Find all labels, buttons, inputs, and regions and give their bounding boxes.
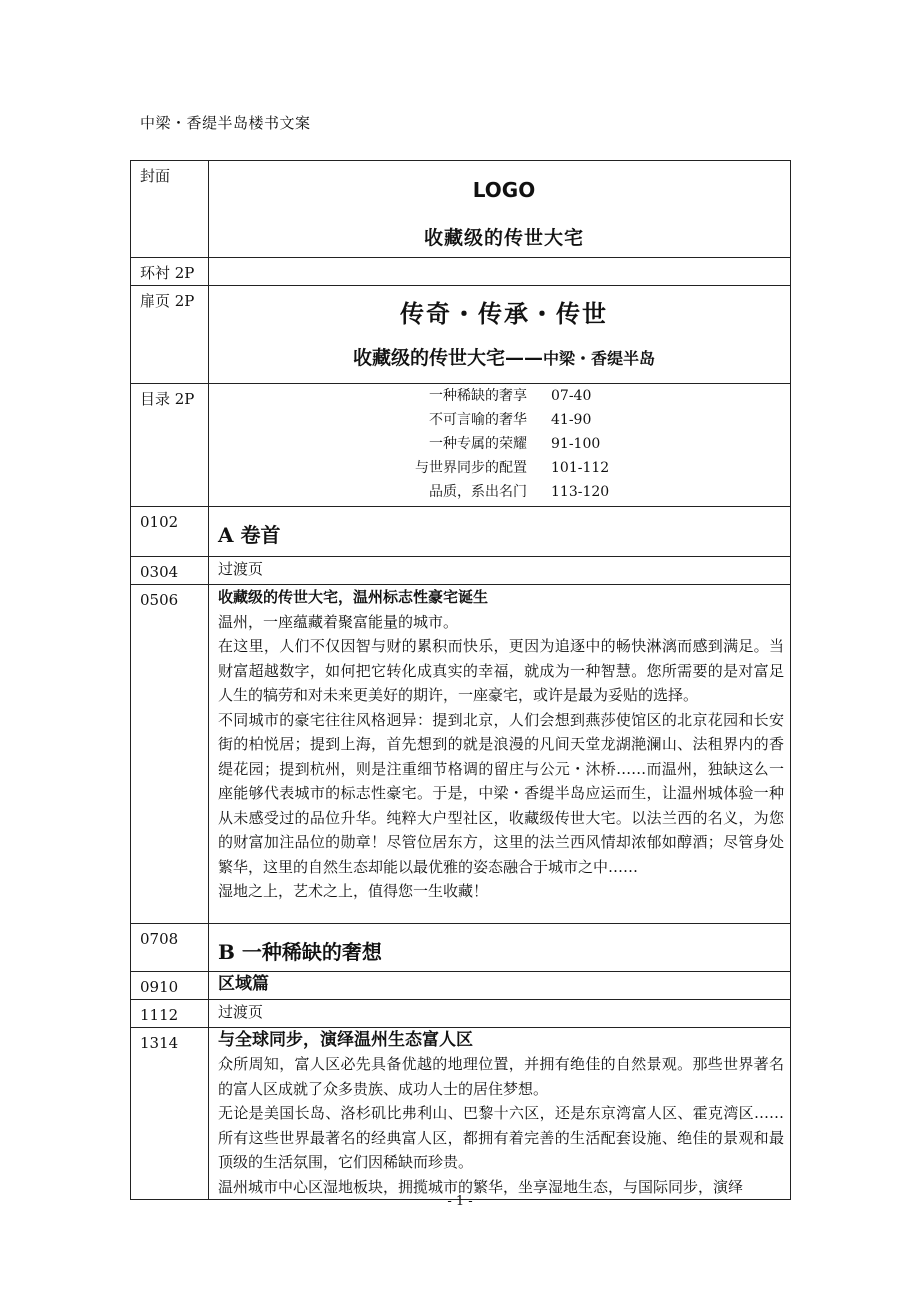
part-title: 区域篇 [218,974,269,994]
row-label: 0708 [131,924,209,972]
table-row [131,924,791,972]
paragraph: 不同城市的豪宅往往风格迥异：提到北京，人们会想到燕莎使馆区的北京花园和长安街的柏悦居；提到上海，首先想到的就是浪漫的凡间天堂龙湖滟澜山、法租界内的香缇花园；提到杭州，则是注重细节格调的留庄与公元・沐桥……而温州，独缺这么一座能够代表城市的标志性豪宅。于是，中梁・香缇半岛应运而生，让温州城体验一种从未感受过的品位升华。纯粹大户型社区，收藏级传世大宅。以法兰西的名义，为您的财富加注品位的勋章！尽管位居东方，这里的法兰西风情却浓郁如醇酒；尽管身处繁华，这里的自然生态却能以最优雅的姿态融合于城市之中…… [218,710,784,876]
section-title: B 一种稀缺的奢想 [218,940,382,964]
toc-item [218,384,790,408]
toc-item-title: 品质，系出名门 [429,484,527,500]
table-row [131,1028,791,1200]
cover-cell [209,161,791,258]
table-row [131,161,791,258]
copy-table [130,160,791,1200]
toc-item-pages: 07-40 [551,388,592,404]
content-cell [209,585,791,924]
flyleaf-subtitle-b: 中梁・香缇半岛 [543,349,656,368]
toc-item-title: 一种专属的荣耀 [429,436,527,452]
transition-page-text: 过渡页 [218,560,264,578]
row-label: 目录 2P [131,384,209,507]
content-cell [209,1000,791,1028]
toc-item [218,480,790,504]
table-row [131,1000,791,1028]
table-row [131,507,791,557]
row-label: 0102 [131,507,209,557]
content-cell [209,972,791,1000]
table-row [131,286,791,384]
toc-item-pages: 113-120 [551,484,610,500]
table-row [131,972,791,1000]
row-label: 1314 [131,1028,209,1200]
paragraph: 湿地之上，艺术之上，值得您一生收藏！ [218,882,489,900]
flyleaf-subtitle-a: 收藏级的传世大宅—— [352,347,543,369]
cover-subtitle: 收藏级的传世大宅 [423,227,584,249]
content-cell [209,507,791,557]
table-of-contents [218,384,790,506]
paragraph-heading: 收藏级的传世大宅，温州标志性豪宅诞生 [218,588,489,606]
document-title: 中梁・香缇半岛楼书文案 [140,114,311,132]
row-label: 环衬 2P [131,258,209,286]
paragraph: 无论是美国长岛、洛杉矶比弗利山、巴黎十六区，还是东京湾富人区、霍克湾区……所有这些世界最著名的经典富人区，都拥有着完善的生活配套设施、绝佳的景观和最顶级的生活氛围，它们因稀缺而珍贵。 [218,1104,784,1171]
toc-item-title: 与世界同步的配置 [415,460,527,476]
toc-item-pages: 41-90 [551,412,592,428]
toc-item-title: 不可言喻的奢华 [429,412,527,428]
toc-item-pages: 101-112 [551,460,610,476]
content-cell [209,1028,791,1200]
table-row [131,384,791,507]
content-cell [209,924,791,972]
toc-item-pages: 91-100 [551,436,601,452]
toc-item-title: 一种稀缺的奢享 [429,388,527,404]
row-label: 0506 [131,585,209,924]
toc-item [218,432,790,456]
paragraph-heading: 与全球同步，演绎温州生态富人区 [218,1030,473,1050]
paragraph: 众所周知，富人区必先具备优越的地理位置，并拥有绝佳的自然景观。那些世界著名的富人区成就了众多贵族、成功人士的居住梦想。 [218,1055,784,1098]
logo-placeholder: LOGO [472,178,536,202]
flyleaf-cell [209,286,791,384]
row-label: 0304 [131,557,209,585]
toc-cell [209,384,791,507]
flyleaf-main-title: 传奇・传承・传世 [400,299,608,328]
transition-page-text: 过渡页 [218,1003,264,1021]
row-label: 封面 [131,161,209,258]
toc-item [218,408,790,432]
table-row [131,557,791,585]
page-number: - 1 - [447,1194,473,1209]
paragraph: 在这里，人们不仅因智与财的累积而快乐，更因为追逐中的畅快淋漓而感到满足。当财富超越数字，如何把它转化成真实的幸福，就成为一种智慧。您所需要的是对富足人生的犒劳和对未来更美好的期许，一座豪宅，或许是最为妥贴的选择。 [218,637,784,704]
table-row [131,258,791,286]
paragraph: 温州城市中心区湿地板块，拥揽城市的繁华，坐享湿地生态，与国际同步，演绎 [218,1177,744,1196]
section-title: A 卷首 [218,523,281,547]
row-label: 0910 [131,972,209,1000]
row-label: 扉页 2P [131,286,209,384]
toc-item [218,456,790,480]
content-cell [209,557,791,585]
table-row [131,585,791,924]
flyleaf-subtitle [218,340,790,377]
paragraph: 温州，一座蕴藏着聚富能量的城市。 [218,612,459,631]
row-label: 1112 [131,1000,209,1028]
endpaper-cell [209,258,791,286]
